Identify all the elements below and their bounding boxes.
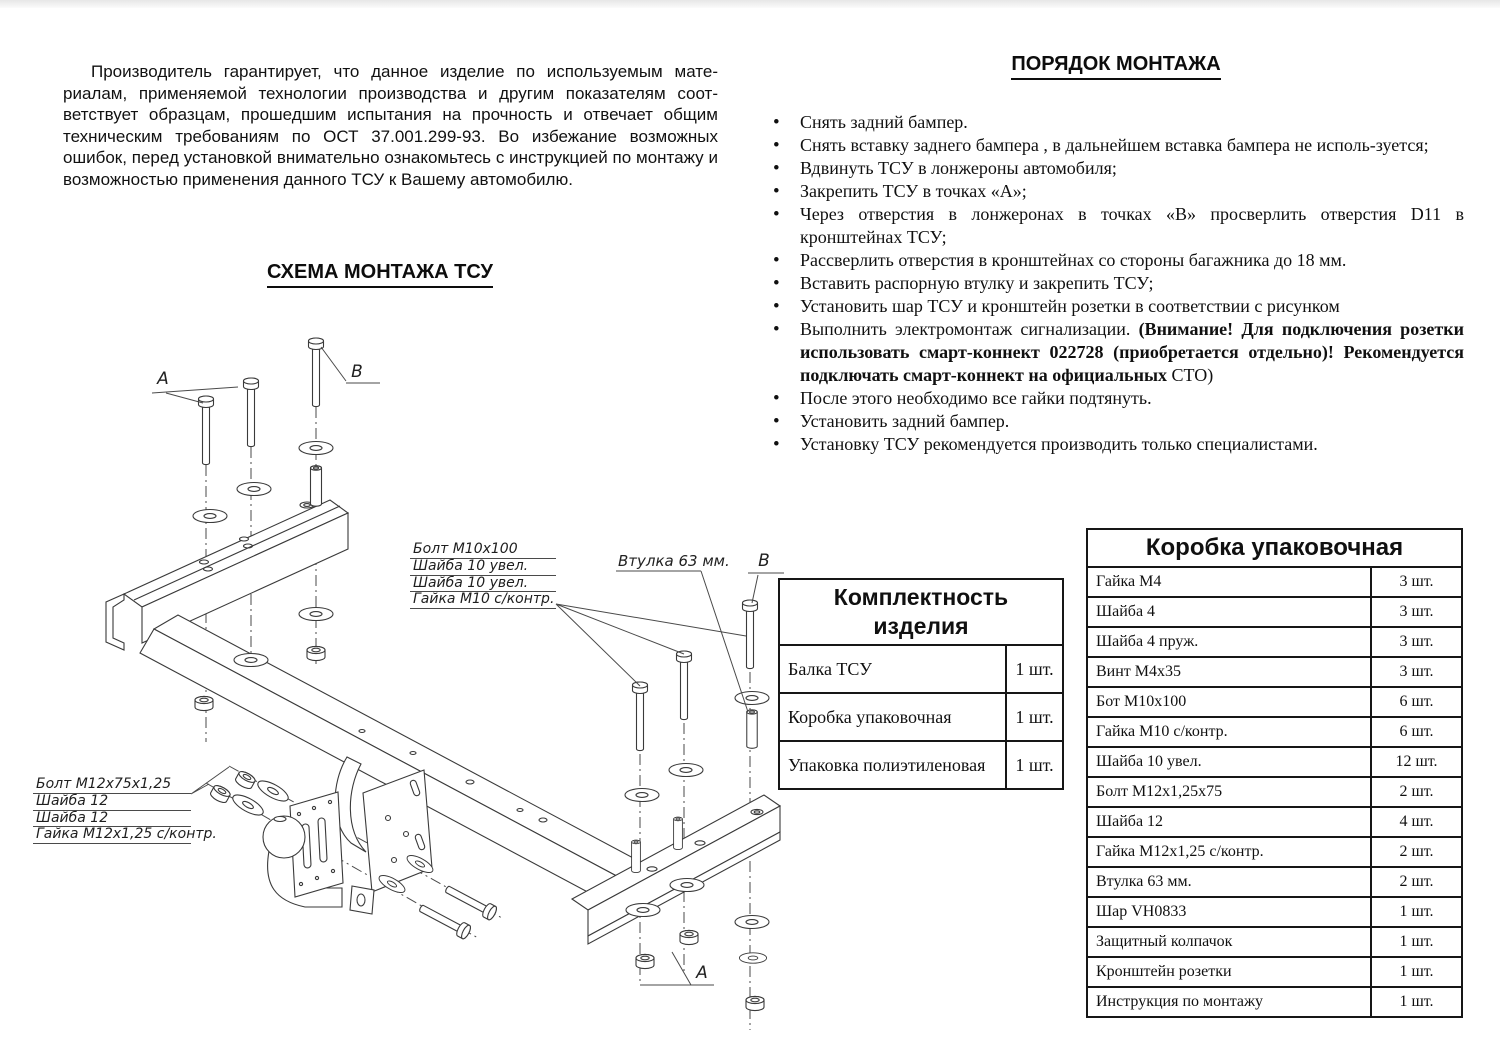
qty-cell: 1 шт. [1006,741,1063,789]
callout-row: Шайба 10 увел. [410,576,556,593]
table-row [779,741,1063,789]
qty-cell: 2 шт. [1371,777,1462,807]
order-item-text: Снять задний бампер. [800,112,968,132]
name-cell: Шайба 10 увел. [1087,747,1371,777]
order-item-text: Вдвинуть ТСУ в лонжероны автомобиля; [800,158,1117,178]
qty-cell: 2 шт. [1371,867,1462,897]
callout-m10-parts [410,542,556,609]
bolt-a1 [199,396,214,465]
warranty-paragraph: Производитель гарантирует, что данное изделие по используемым мате-риалам, применяемой технологии производства и другим показателям соот-ветствует образцам, прошедшим испытания на прочность и отвечает общим техническим требованиям по ОСТ 37.001.299-93. Во избежание возможных ошибок, перед установкой внимательно ознакомьтесь с инструкцией по монтажу и возможностью применения данного ТСУ к Вашему автомобилю. [63,62,718,189]
order-item-text: Установить задний бампер. [800,411,1010,431]
tow-ball-assembly [263,757,432,914]
qty-cell: 1 шт. [1371,987,1462,1017]
order-item-text: Через отверстия в лонжеронах в точках «В» просверлить отверстия D11 в кронштейнах ТСУ; [800,204,1464,247]
table-row [1087,567,1462,597]
schema-title-text: СХЕМА МОНТАЖА ТСУ [267,260,493,288]
qty-cell: 1 шт. [1371,927,1462,957]
table-row [1087,867,1462,897]
order-title-text: ПОРЯДОК МОНТАЖА [1011,52,1220,80]
name-cell: Винт М4х35 [1087,657,1371,687]
order-item-text: Вставить распорную втулку и закрепить ТСУ; [800,273,1154,293]
qty-cell: 3 шт. [1371,657,1462,687]
qty-cell: 1 шт. [1371,957,1462,987]
bolt-m12-2 [417,901,472,940]
kit-table [778,578,1064,790]
qty-cell: 3 шт. [1371,627,1462,657]
table-row [1087,957,1462,987]
bushing-63mm [311,466,322,506]
tow-ball [263,816,305,858]
order-item [770,295,1464,318]
qty-cell: 2 шт. [1371,837,1462,867]
name-cell: Защитный колпачок [1087,927,1371,957]
bracket-beam [106,500,348,650]
name-cell: Шайба 12 [1087,807,1371,837]
order-item-text: СТО) [1171,365,1214,385]
callout-row: Шайба 10 увел. [410,559,556,576]
order-item [770,433,1464,456]
order-item-text: После этого необходимо все гайки подтянуть. [800,388,1152,408]
table-row [1087,687,1462,717]
table-row [1087,627,1462,657]
point-a-label: A [157,369,169,389]
qty-cell: 1 шт. [1006,693,1063,741]
order-item-text: Рассверлить отверстия в кронштейнах со стороны багажника до 18 мм. [800,250,1347,270]
order-item [770,203,1464,249]
table-row [779,645,1063,693]
order-item-text: (Внимание! Для подключения розетки использовать смарт-коннект 022728 (приобретается отдельно)! Рекомендуется подключать смарт-коннект на официальных [800,319,1465,385]
qty-cell: 1 шт. [1371,897,1462,927]
order-item-text: Установку ТСУ рекомендуется производить только специалистами. [800,434,1318,454]
table-row [1087,927,1462,957]
callout-row: Гайка М10 с/контр. [410,592,556,609]
table-row [1087,717,1462,747]
name-cell: Гайка М10 с/контр. [1087,717,1371,747]
name-cell: Балка ТСУ [779,645,1006,693]
table-row [1087,837,1462,867]
box-table [1086,528,1463,1018]
name-cell: Шар VH0833 [1087,897,1371,927]
table-row [1087,807,1462,837]
table-row [1087,657,1462,687]
bolt-r2 [677,651,692,720]
order-item [770,410,1464,433]
bolt-a2 [244,378,259,447]
point-b-label: B [351,362,363,382]
callout-row: Шайба 12 [33,794,191,811]
order-item [770,134,1464,157]
bolt-b1 [309,338,324,407]
order-item [770,180,1464,203]
name-cell: Гайка М12х1,25 с/контр. [1087,837,1371,867]
order-item [770,272,1464,295]
name-cell: Гайка М4 [1087,567,1371,597]
table-row [1087,777,1462,807]
callout-row: Гайка М12х1,25 с/контр. [33,827,191,844]
bolt-r3 [743,600,758,669]
qty-cell: 12 шт. [1371,747,1462,777]
order-item [770,111,1464,134]
name-cell: Бот М10х100 [1087,687,1371,717]
qty-cell: 6 шт. [1371,687,1462,717]
bolt-r1 [633,682,648,751]
qty-cell: 3 шт. [1371,597,1462,627]
order-item-text: Выполнить электромонтаж сигнализации. [800,319,1139,339]
qty-cell: 4 шт. [1371,807,1462,837]
order-title [770,52,1462,80]
kit-table-title [779,579,1063,645]
box-table-title: Коробка упаковочная [1087,529,1462,567]
name-cell: Шайба 4 пруж. [1087,627,1371,657]
name-cell: Шайба 4 [1087,597,1371,627]
bushing-63mm [747,710,757,748]
table-row [1087,897,1462,927]
callout-row: Болт М12х75х1,25 [33,777,191,794]
qty-cell: 1 шт. [1006,645,1063,693]
name-cell: Кронштейн розетки [1087,957,1371,987]
name-cell: Болт М12х1,25х75 [1087,777,1371,807]
name-cell: Втулка 63 мм. [1087,867,1371,897]
order-item-text: Снять вставку заднего бампера , в дальнейшем вставка бампера не исполь-зуется; [800,135,1429,155]
table-row [779,693,1063,741]
table-row [1087,747,1462,777]
name-cell: Упаковка полиэтиленовая [779,741,1006,789]
order-item [770,318,1464,387]
point-a-bottom-label: A [696,963,708,983]
table-row [1087,987,1462,1017]
order-item-text: Установить шар ТСУ и кронштейн розетки в соответствии с рисунком [800,296,1340,316]
qty-cell: 6 шт. [1371,717,1462,747]
order-item [770,249,1464,272]
schema-title [130,260,630,288]
order-item [770,157,1464,180]
name-cell: Инструкция по монтажу [1087,987,1371,1017]
kit-title-line: Комплектность [833,584,1009,610]
order-item-text: Закрепить ТСУ в точках «А»; [800,181,1027,201]
order-list [770,111,1464,456]
point-b-right-label: B [758,551,770,571]
order-item [770,387,1464,410]
kit-title-line: изделия [873,613,969,639]
callout-row: Болт М10х100 [410,542,556,559]
bolt-m12-1 [443,882,498,921]
callout-m12-parts [33,776,217,844]
name-cell: Коробка упаковочная [779,693,1006,741]
table-row [1087,597,1462,627]
qty-cell: 3 шт. [1371,567,1462,597]
callout-row: Шайба 12 [33,811,191,828]
bushing-label: Втулка 63 мм. [618,552,730,570]
